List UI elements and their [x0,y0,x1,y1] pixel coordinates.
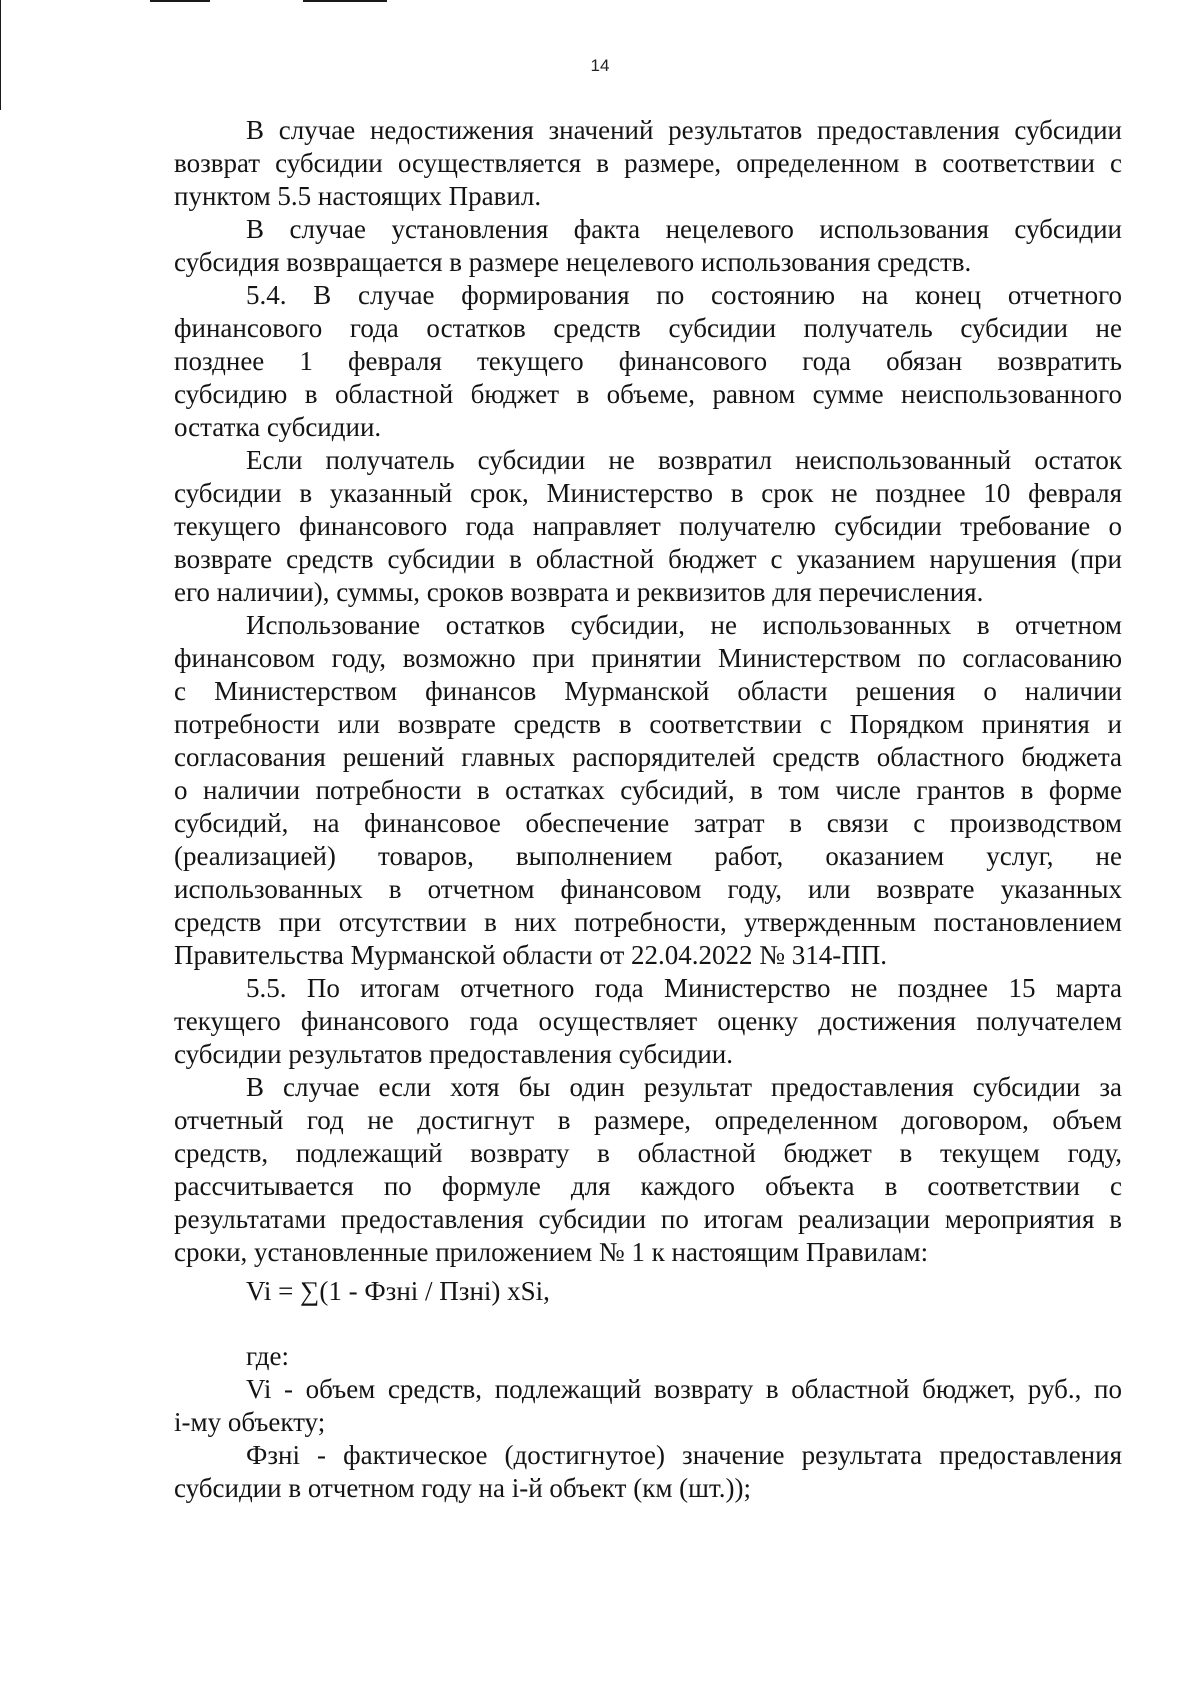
text-line: о наличии потребности в остатках субсидий, в том числе грантов в форме [174,775,1122,805]
text-line: (реализацией) товаров, выполнением работ, оказанием услуг, не [174,841,1122,871]
text-line: Правительства Мурманской области от 22.04.2022 № 314-ПП. [174,940,888,970]
text-line: позднее 1 февраля текущего финансового года обязан возвратить [174,346,1122,376]
text-line: Vi - объем средств, подлежащий возврату в областной бюджет, руб., по [246,1374,1122,1404]
paragraph [174,1373,1122,1439]
paragraph [174,114,1122,213]
text-line: В случае если хотя бы один результат предоставления субсидии за [246,1072,1122,1102]
text-line: финансового года остатков средств субсидии получатель субсидии не [174,313,1122,343]
text-line: средств, подлежащий возврату в областной бюджет в текущем году, [174,1138,1122,1168]
paragraph [174,279,1122,444]
text-line: где: [246,1341,289,1371]
text-line: i-му объекту; [174,1407,326,1437]
text-line: субсидию в областной бюджет в объеме, равном сумме неиспользованного [174,379,1122,409]
page-number: 14 [590,56,610,75]
text-line: отчетный год не достигнут в размере, определенном договором, объем [174,1105,1122,1135]
text-line: 5.4. В случае формирования по состоянию на конец отчетного [246,280,1122,310]
formula: Vi = ∑(1 - Фзнi / Пзнi) xSi, [246,1276,550,1306]
text-line: субсидии результатов предоставления субсидии. [174,1039,733,1069]
text-line: возврате средств субсидии в областной бюджет с указанием нарушения (при [174,544,1122,574]
text-line: использованных в отчетном финансовом году, или возврате указанных [174,874,1122,904]
paragraph [174,1340,1122,1373]
paragraph [174,213,1122,279]
paragraph [174,1071,1122,1269]
paragraph [174,1439,1122,1505]
text-line: средств при отсутствии в них потребности, утвержденным постановлением [174,907,1122,937]
scan-artifact-top-middle [303,0,387,2]
text-line: Использование остатков субсидии, не использованных в отчетном [246,610,1122,640]
text-line: рассчитывается по формуле для каждого объекта в соответствии с [174,1171,1122,1201]
text-line: Фзнi - фактическое (достигнутое) значение результата предоставления [246,1440,1122,1470]
scan-artifact-left-edge [0,0,1,110]
text-line: пунктом 5.5 настоящих Правил. [174,181,542,211]
text-line: субсидий, на финансовое обеспечение затрат в связи с производством [174,808,1122,838]
scan-artifact-top-left [150,0,210,2]
text-line: финансовом году, возможно при принятии Министерством по согласованию [174,643,1122,673]
text-line: Если получатель субсидии не возвратил неиспользованный остаток [246,445,1122,475]
text-line: текущего финансового года осуществляет оценку достижения получателем [174,1006,1122,1036]
text-line: субсидии в указанный срок, Министерство в срок не позднее 10 февраля [174,478,1122,508]
paragraph [174,444,1122,609]
text-line: текущего финансового года направляет получателю субсидии требование о [174,511,1122,541]
text-line: остатка субсидии. [174,412,382,442]
text-line: 5.5. По итогам отчетного года Министерство не позднее 15 марта [246,973,1122,1003]
paragraph [174,609,1122,972]
text-line: его наличии), суммы, сроков возврата и реквизитов для перечисления. [174,577,984,607]
text-line: сроки, установленные приложением № 1 к настоящим Правилам: [174,1237,929,1267]
text-line: возврат субсидии осуществляется в размере, определенном в соответствии с [174,148,1122,178]
text-line: В случае установления факта нецелевого использования субсидии [246,214,1122,244]
text-line: согласования решений главных распорядителей средств областного бюджета [174,742,1122,772]
text-line: потребности или возврате средств в соответствии с Порядком принятия и [174,709,1122,739]
text-line: с Министерством финансов Мурманской области решения о наличии [174,676,1122,706]
text-line: субсидии в отчетном году на i-й объект (км (шт.)); [174,1473,751,1503]
text-line: В случае недостижения значений результатов предоставления субсидии [246,115,1122,145]
paragraph [174,972,1122,1071]
text-line: результатами предоставления субсидии по итогам реализации мероприятия в [174,1204,1122,1234]
text-line: субсидия возвращается в размере нецелевого использования средств. [174,247,972,277]
